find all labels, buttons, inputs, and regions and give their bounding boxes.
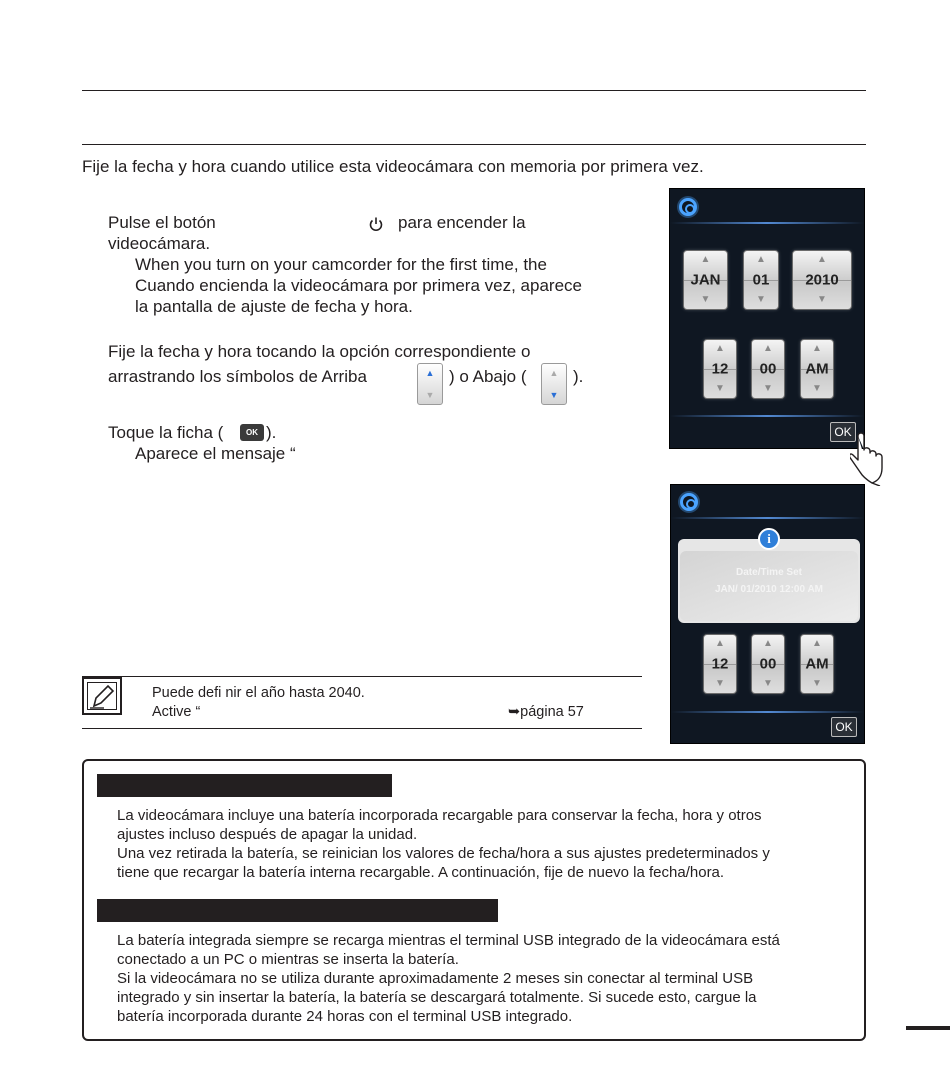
hour-value: 12 <box>711 655 729 673</box>
step1-line2: videocámara. <box>108 234 211 253</box>
ampm-value: AM <box>805 360 829 378</box>
box-p1-line1: La videocámara incluye una batería incorporada recargable para conservar la fecha, hora y otros <box>117 807 762 824</box>
box-p2-line3: Si la videocámara no se utiliza durante aproximadamente 2 meses sin conectar al terminal USB <box>117 970 754 987</box>
year-spinner[interactable]: ▲ 2010 ▼ <box>792 250 852 310</box>
step1-sub1: When you turn on your camcorder for the first time, the <box>135 255 547 274</box>
note-line1: Puede defi nir el año hasta 2040. <box>152 685 365 701</box>
minute-spinner[interactable]: ▲ 00 ▼ <box>751 339 785 399</box>
box-p1-line2: ajustes incluso después de apagar la unidad. <box>117 826 418 843</box>
step3-sub: Aparece el mensaje “ <box>135 444 296 463</box>
page-edge-marker <box>906 1026 950 1030</box>
ampm-spinner[interactable]: ▲ AM ▼ <box>800 634 834 694</box>
step1-line1-b: para encender la <box>398 213 526 232</box>
settings-icon <box>680 493 698 511</box>
up-arrow-icon: ▲ ▼ <box>417 363 443 405</box>
popup-line2: JAN/ 01/2010 12:00 AM <box>714 584 824 595</box>
hand-pointer-icon <box>850 430 900 486</box>
settings-icon <box>679 198 697 216</box>
step1-line1-a: Pulse el botón <box>108 213 216 232</box>
step2-line1: Fije la fecha y hora tocando la opción correspondiente o <box>108 342 531 361</box>
year-value: 2010 <box>805 271 839 289</box>
hour-spinner[interactable]: ▲ 12 ▼ <box>703 339 737 399</box>
month-spinner[interactable]: ▲ JAN ▼ <box>683 250 728 310</box>
hour-value: 12 <box>711 360 729 378</box>
power-icon <box>368 216 384 232</box>
note-line2: Active “ <box>152 704 201 720</box>
section-bar-1 <box>97 774 392 797</box>
title-rule <box>82 144 866 145</box>
ampm-value: AM <box>805 655 829 673</box>
box-p1-line4: tiene que recargar la batería interna recargable. A continuación, fije de nuevo la fecha/hora. <box>117 864 725 881</box>
ok-tab-icon: OK <box>240 424 264 441</box>
popup-line1: Date/Time Set <box>736 567 802 578</box>
info-icon: i <box>758 528 780 550</box>
ok-button[interactable]: OK <box>830 422 856 442</box>
footer-divider <box>671 711 864 713</box>
note-bottom-rule <box>82 728 642 729</box>
box-p2-line2: conectado a un PC o mientras se inserta la batería. <box>117 951 459 968</box>
minute-value: 00 <box>759 655 777 673</box>
step3-a: Toque la ficha ( <box>108 423 224 442</box>
day-spinner[interactable]: ▲ 01 ▼ <box>743 250 779 310</box>
intro-text: Fije la fecha y hora cuando utilice esta videocámara con memoria por primera vez. <box>82 157 704 176</box>
note-page-ref: ➥página 57 <box>508 704 584 720</box>
step1-sub3: la pantalla de ajuste de fecha y hora. <box>135 297 413 316</box>
box-p1-line3: Una vez retirada la batería, se reinician los valores de fecha/hora a sus ajustes predeterminados y <box>117 845 770 862</box>
step2-line2-c: ). <box>573 367 584 386</box>
box-p2-line5: batería incorporada durante 24 horas con el terminal USB integrado. <box>117 1008 573 1025</box>
step2-line2-a: arrastrando los símbolos de Arriba <box>108 367 367 386</box>
box-p2-line4: integrado y sin insertar la batería, la batería se descargará totalmente. Si sucede esto, cargue la <box>117 989 757 1006</box>
ampm-spinner[interactable]: ▲ AM ▼ <box>800 339 834 399</box>
section-bar-2 <box>97 899 498 922</box>
header-divider <box>671 517 864 519</box>
header-divider <box>670 222 864 224</box>
hour-spinner[interactable]: ▲ 12 ▼ <box>703 634 737 694</box>
minute-value: 00 <box>759 360 777 378</box>
footer-divider <box>670 415 864 417</box>
box-p2-line1: La batería integrada siempre se recarga mientras el terminal USB integrado de la videocámara está <box>117 932 780 949</box>
top-rule <box>82 90 866 91</box>
note-top-rule <box>82 676 642 677</box>
confirmation-popup <box>678 539 860 623</box>
minute-spinner[interactable]: ▲ 00 ▼ <box>751 634 785 694</box>
ok-button[interactable]: OK <box>831 717 857 737</box>
month-value: JAN <box>690 271 721 289</box>
note-icon <box>82 677 122 715</box>
step3-b: ). <box>266 423 277 442</box>
step1-sub2: Cuando encienda la videocámara por primera vez, aparece <box>135 276 582 295</box>
day-value: 01 <box>752 271 770 289</box>
date-time-set-confirmation-screen <box>670 484 865 744</box>
date-time-setting-screen <box>669 188 865 449</box>
step2-line2-b: ) o Abajo ( <box>449 367 527 386</box>
down-arrow-icon: ▲ ▼ <box>541 363 567 405</box>
